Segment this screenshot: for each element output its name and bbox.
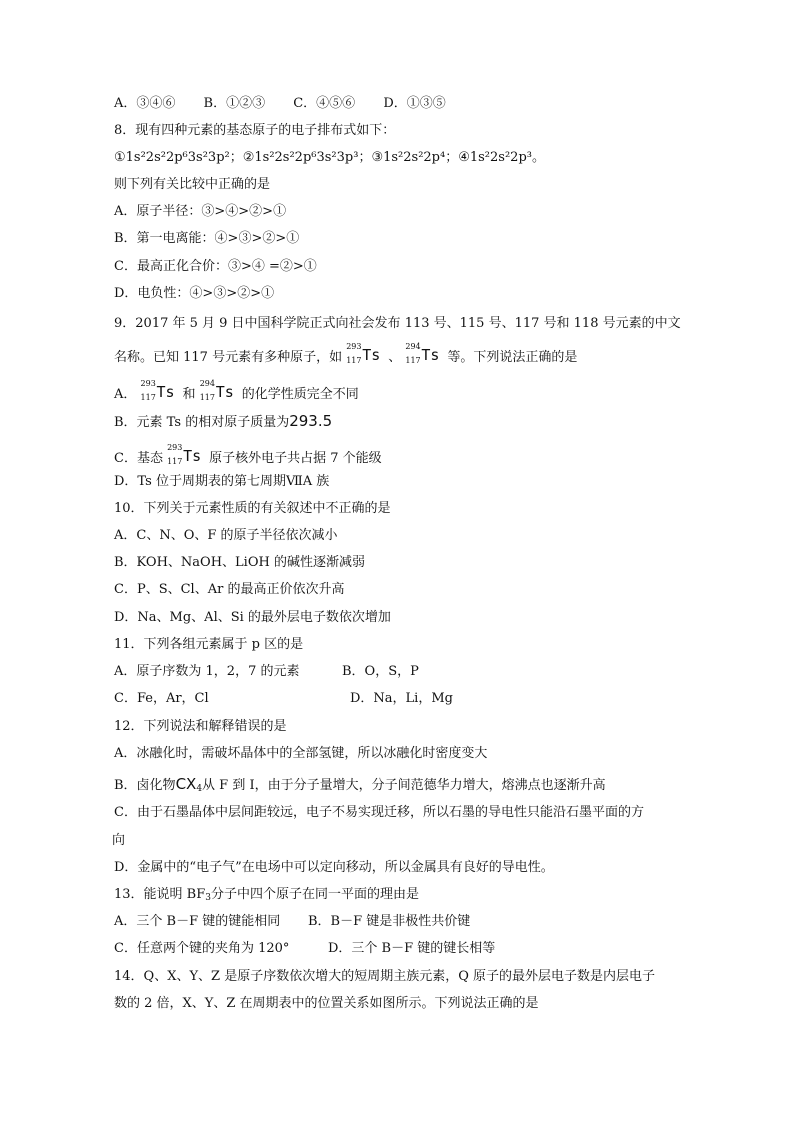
q11-option-d: D．Na，Li，Mg bbox=[350, 691, 453, 706]
q13-stem-subscript: 3 bbox=[205, 893, 211, 903]
q10-option-a: A．C、N、O、F 的原子半径依次减小 bbox=[114, 528, 338, 543]
q11-stem: 11．下列各组元素属于 p 区的是 bbox=[114, 637, 304, 652]
isotope-ts-294 bbox=[200, 381, 242, 407]
q12-option-c-line2: 向 bbox=[112, 833, 126, 848]
element-symbol: Ts bbox=[215, 383, 234, 401]
atomic-number: 117 bbox=[199, 393, 215, 402]
q9-option-a-text: 的化学性质完全不同 bbox=[241, 387, 359, 402]
q9-option-c-text: 原子核外电子共占据 7 个能级 bbox=[209, 451, 382, 466]
q8-config-line: ①1s²2s²2p⁶3s²3p²；②1s²2s²2p⁶3s²3p³；③1s²2s²2p⁴；④1s²2s²2p³。 bbox=[114, 150, 545, 165]
q12-formula: CX bbox=[175, 775, 197, 793]
mass-number: 293 bbox=[140, 379, 156, 388]
q9-option-b-text: B．元素 Ts 的相对原子质量为 bbox=[114, 415, 290, 430]
atomic-number: 117 bbox=[140, 393, 156, 402]
q8-option-b: B．第一电离能：④>③>②>① bbox=[114, 231, 300, 246]
atomic-number: 117 bbox=[167, 457, 183, 466]
mass-number: 294 bbox=[199, 379, 215, 388]
q12-formula-subscript: 4 bbox=[196, 784, 203, 794]
isotope-ts-294 bbox=[405, 344, 447, 370]
q9-stem-line2-sep: 、 bbox=[388, 350, 402, 365]
q13-stem-post: 分子中四个原子在同一平面的理由是 bbox=[210, 887, 419, 902]
q12-option-b-label: B．卤化物 bbox=[114, 778, 176, 793]
mass-number: 294 bbox=[405, 342, 421, 351]
q8-question: 则下列有关比较中正确的是 bbox=[114, 177, 271, 192]
q11-option-c: C．Fe，Ar，Cl bbox=[114, 691, 209, 706]
q12-option-c-line1: C．由于石墨晶体中层间距较远，电子不易实现迁移，所以石墨的导电性只能沿石墨平面的方 bbox=[114, 805, 644, 820]
q13-option-b: B．B－F 键是非极性共价键 bbox=[308, 914, 471, 929]
element-symbol: Ts bbox=[421, 346, 440, 364]
q8-option-a: A．原子半径：③>④>②>① bbox=[114, 204, 287, 219]
q10-option-c: C．P、S、Cl、Ar 的最高正价依次升高 bbox=[114, 582, 345, 597]
q13-stem bbox=[114, 886, 419, 907]
q12-option-a: A．冰融化时，需破坏晶体中的全部氢键，所以冰融化时密度变大 bbox=[114, 746, 488, 761]
element-symbol: Ts bbox=[183, 447, 202, 465]
isotope-ts-293 bbox=[141, 381, 183, 407]
q11-option-b: B．O，S，P bbox=[342, 664, 419, 679]
q14-stem-line1: 14．Q、X、Y、Z 是原子序数依次增大的短周期主族元素，Q 原子的最外层电子数是内层电子 bbox=[114, 969, 655, 984]
q8-option-d: D．电负性：④>③>②>① bbox=[114, 286, 275, 301]
q10-option-d: D．Na、Mg、Al、Si 的最外层电子数依次增加 bbox=[114, 610, 391, 625]
q7-options-row bbox=[114, 95, 446, 113]
q9-stem-line2-pre: 名称。已知 117 号元素有多种原子，如 bbox=[114, 350, 343, 365]
q13-option-a: A．三个 B－F 键的键能相同 bbox=[114, 914, 281, 929]
atomic-number: 117 bbox=[346, 356, 362, 365]
element-symbol: Ts bbox=[156, 383, 175, 401]
q8-option-c: C．最高正化合价：③>④ =②>① bbox=[114, 259, 317, 274]
q9-option-b bbox=[114, 412, 332, 432]
atomic-number: 117 bbox=[405, 356, 421, 365]
q10-stem: 10．下列关于元素性质的有关叙述中不正确的是 bbox=[114, 501, 391, 516]
q7-option-b: B．①②③ bbox=[203, 96, 266, 111]
q9-option-a-mid: 和 bbox=[182, 387, 196, 402]
q12-option-d: D．金属中的“电子气”在电场中可以定向移动，所以金属具有良好的导电性。 bbox=[114, 860, 554, 875]
q7-option-c: C．④⑤⑥ bbox=[293, 96, 356, 111]
q7-option-a: A．③④⑥ bbox=[114, 96, 176, 111]
isotope-ts-293 bbox=[346, 344, 388, 370]
q12-option-b bbox=[114, 775, 606, 798]
element-symbol: Ts bbox=[362, 346, 381, 364]
q11-option-a: A．原子序数为 1，2，7 的元素 bbox=[114, 664, 300, 679]
q9-stem-line2-post: 等。下列说法正确的是 bbox=[447, 350, 578, 365]
q7-option-d: D．①③⑤ bbox=[383, 96, 446, 111]
q9-option-d: D．Ts 位于周期表的第七周期ⅦA 族 bbox=[114, 474, 330, 489]
q9-option-b-value: 293.5 bbox=[289, 412, 333, 430]
q13-option-c: C．任意两个键的夹角为 120° bbox=[114, 941, 290, 956]
q9-option-a-label: A． bbox=[114, 387, 137, 402]
mass-number: 293 bbox=[167, 443, 183, 452]
q13-option-d: D．三个 B－F 键的键长相等 bbox=[328, 941, 496, 956]
q8-stem: 8．现有四种元素的基态原子的电子排布式如下： bbox=[114, 123, 396, 138]
q9-stem-line2 bbox=[114, 344, 577, 370]
isotope-ts-293 bbox=[167, 445, 209, 471]
q9-stem-line1: 9．2017 年 5 月 9 日中国科学院正式向社会发布 113 号、115 号、117 号和 118 号元素的中文 bbox=[114, 316, 681, 331]
mass-number: 293 bbox=[346, 342, 362, 351]
q9-option-c-label: C．基态 bbox=[114, 451, 163, 466]
q9-option-c bbox=[114, 445, 382, 471]
q9-option-a bbox=[114, 381, 359, 407]
q13-stem-pre: 13．能说明 BF bbox=[114, 887, 206, 902]
q12-option-b-text: 从 F 到 I，由于分子量增大，分子间范德华力增大，熔沸点也逐渐升高 bbox=[202, 778, 606, 793]
q10-option-b: B．KOH、NaOH、LiOH 的碱性逐渐减弱 bbox=[114, 555, 365, 570]
q12-stem: 12．下列说法和解释错误的是 bbox=[114, 719, 287, 734]
q14-stem-line2: 数的 2 倍，X、Y、Z 在周期表中的位置关系如图所示。下列说法正确的是 bbox=[114, 996, 539, 1011]
